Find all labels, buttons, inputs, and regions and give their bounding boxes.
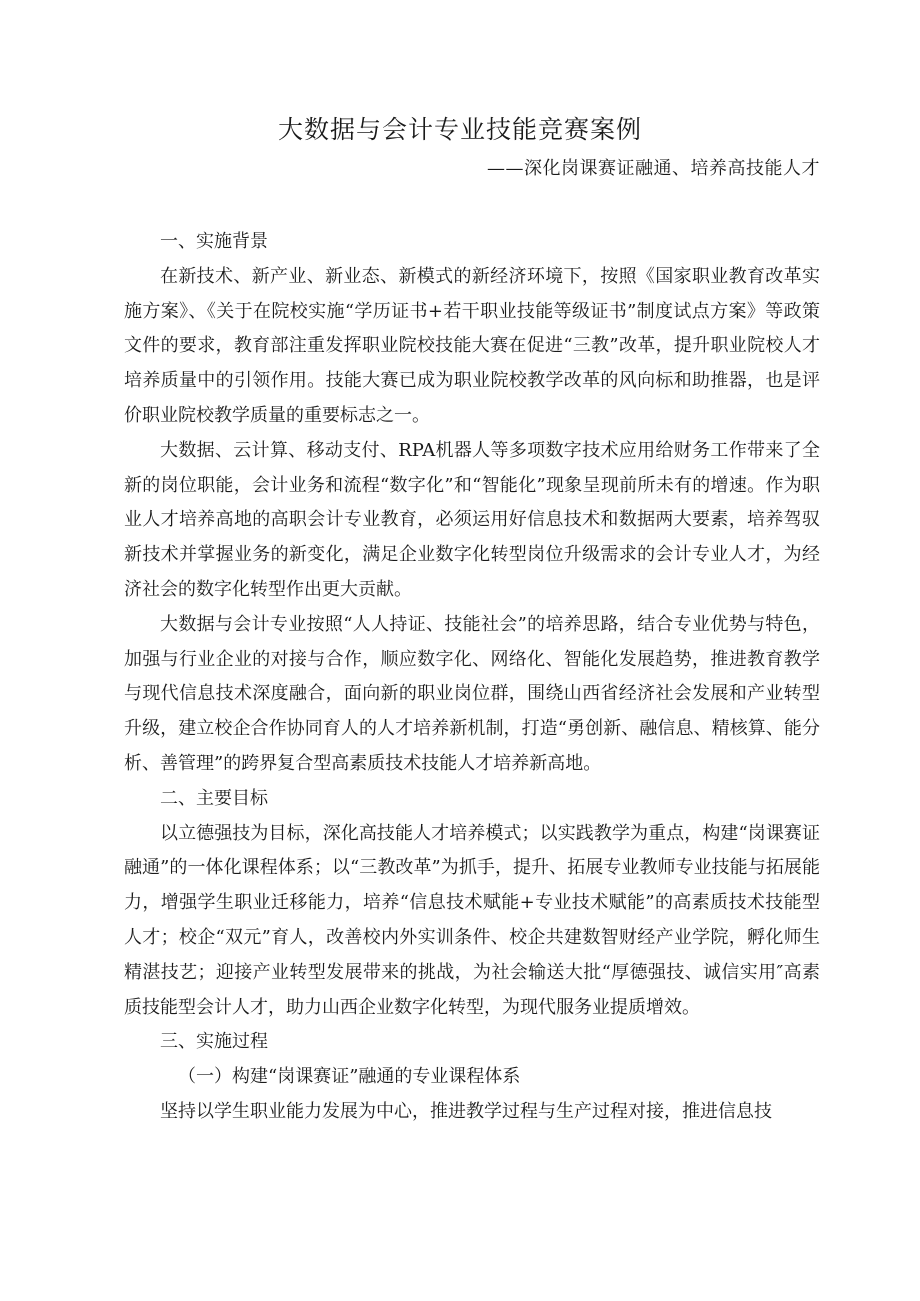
paragraph: 大数据、云计算、移动支付、RPA机器人等多项数字技术应用给财务工作带来了全新的岗位职能，会计业务和流程“数字化”和“智能化”现象呈现前所未有的增速。作为职业人才培养高地的高职会计专业教育，必须运用好信息技术和数据两大要素，培养驾驭新技术并掌握业务的新变化，满足企业数字化转型岗位升级需求的会计专业人才，为经济社会的数字化转型作出更大贡献。: [124, 439, 820, 600]
document-subtitle: ——深化岗课赛证融通、培养高技能人才: [487, 158, 820, 179]
document-title: 大数据与会计专业技能竞赛案例: [277, 115, 642, 144]
paragraph: 坚持以学生职业能力发展为中心，推进教学过程与生产过程对接，推进信息技: [160, 1100, 772, 1122]
subsection-heading: （一）构建“岗课赛证”融通的专业课程体系: [178, 1066, 521, 1088]
section-heading-background: 一、实施背景: [160, 231, 268, 252]
paragraph: 大数据与会计专业按照“人人持证、技能社会”的培养思路，结合专业优势与特色，加强与行业企业的对接与合作，顺应数字化、网络化、智能化发展趋势，推进教育教学与现代信息技术深度融合，面向新的职业岗位群，围绕山西省经济社会发展和产业转型升级，建立校企合作协同育人的人才培养新机制，打造“勇创新、融信息、精核算、能分析、善管理”的跨界复合型高素质技术技能人才培养新高地。: [124, 613, 820, 774]
paragraph: 在新技术、新产业、新业态、新模式的新经济环境下，按照《国家职业教育改革实施方案》、《关于在院校实施“学历证书+若干职业技能等级证书”制度试点方案》等政策文件的要求，教育部注重发挥职业院校技能大赛在促进“三教”改革，提升职业院校人才培养质量中的引领作用。技能大赛已成为职业院校教学改革的风向标和助推器，也是评价职业院校教学质量的重要标志之一。: [124, 265, 820, 426]
section-heading-process: 三、实施过程: [160, 1031, 268, 1053]
section-heading-goals: 二、主要目标: [160, 787, 268, 809]
document-body: [124, 225, 820, 1130]
paragraph: 以立德强技为目标，深化高技能人才培养模式；以实践教学为重点，构建“岗课赛证融通”的一体化课程体系；以“三教改革”为抓手，提升、拓展专业教师专业技能与拓展能力，增强学生职业迁移能力，培养“信息技术赋能+专业技术赋能”的高素质技术技能型人才；校企“双元”育人，改善校内外实训条件、校企共建数智财经产业学院，孵化师生精湛技艺；迎接产业转型发展带来的挑战，为社会输送大批“厚德强技、诚信实用″高素质技能型会计人才，助力山西企业数字化转型，为现代服务业提质增效。: [124, 822, 820, 1018]
